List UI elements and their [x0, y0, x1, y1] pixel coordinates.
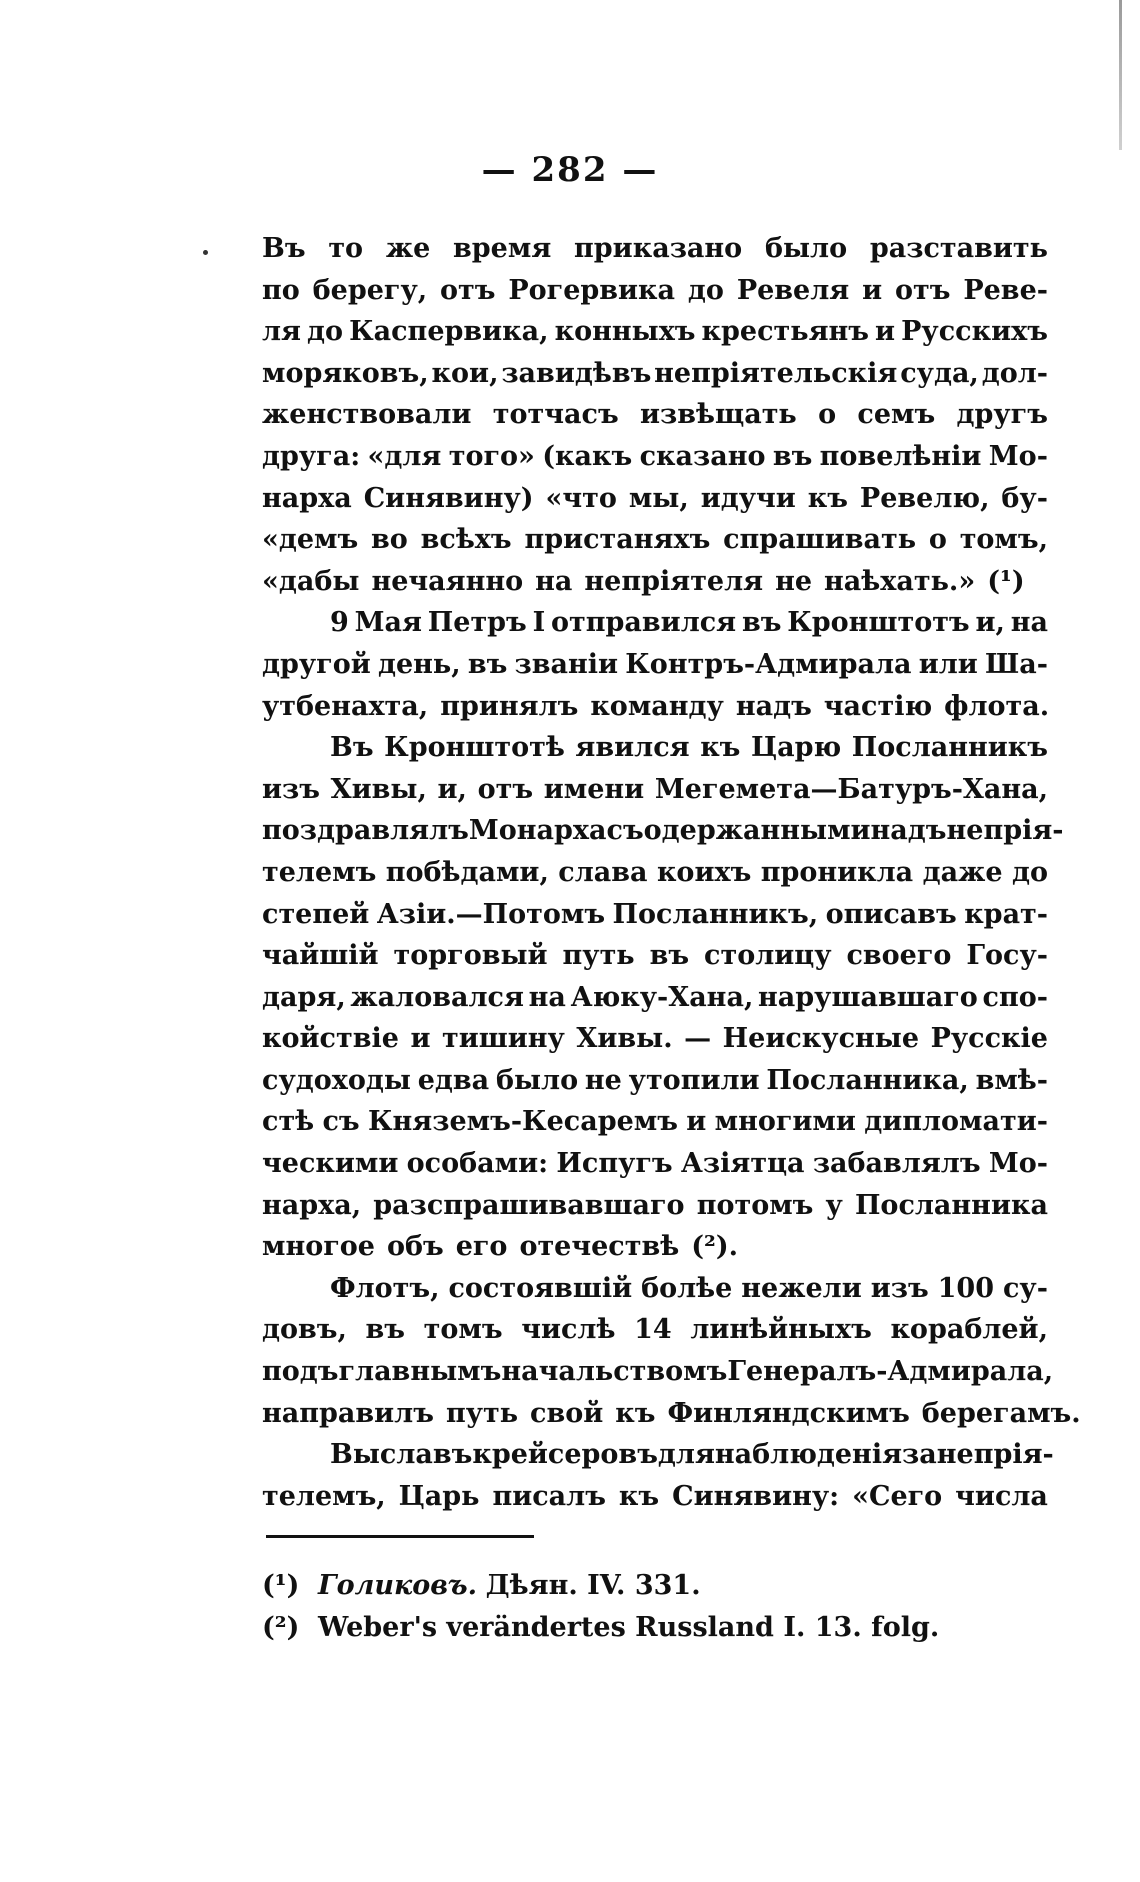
- word: изъ: [262, 773, 320, 805]
- word: потомъ: [696, 1189, 814, 1221]
- word: томъ: [423, 1314, 503, 1346]
- word: въ: [772, 440, 813, 472]
- text-line: [262, 727, 1048, 769]
- footnote-marker: (¹): [262, 1570, 300, 1601]
- footnote-2: [262, 1607, 1048, 1649]
- word: даря,: [262, 981, 346, 1013]
- word: Посланникъ,: [612, 898, 819, 930]
- word: по: [262, 274, 300, 306]
- word: тишину: [442, 1023, 565, 1055]
- word: у: [825, 1189, 843, 1221]
- word: забавлялъ: [812, 1148, 981, 1180]
- word: писалъ: [492, 1480, 606, 1512]
- word: было: [495, 1064, 579, 1096]
- word: къ: [700, 732, 741, 764]
- word: Посланника: [854, 1189, 1048, 1221]
- word: къ: [618, 1480, 660, 1512]
- text-line: [262, 311, 1048, 353]
- word: всѣхъ: [420, 524, 512, 556]
- word: Монарха: [468, 815, 607, 847]
- word: на: [535, 565, 573, 597]
- text-line: [262, 1476, 1048, 1518]
- footnotes: [262, 1565, 1048, 1649]
- word: Мо-: [988, 440, 1048, 472]
- word: Хивы.: [576, 1023, 673, 1055]
- word: принялъ: [440, 690, 579, 722]
- text-line: [262, 644, 1048, 686]
- word: Каспервика,: [349, 316, 549, 348]
- text-line: [262, 519, 1048, 561]
- text-line: [262, 270, 1048, 312]
- word: нарха,: [262, 1189, 362, 1221]
- word: (²).: [691, 1231, 738, 1263]
- word: спрашивать: [723, 524, 917, 556]
- text-line: [262, 852, 1048, 894]
- word: томъ,: [959, 524, 1048, 556]
- word: непріятельскія: [654, 357, 898, 389]
- word: объ: [386, 1231, 444, 1263]
- word: и: [686, 1106, 707, 1138]
- ink-speck: [203, 250, 208, 255]
- word: съ: [322, 1106, 360, 1138]
- word: «дабы: [262, 565, 360, 597]
- word: начальствомъ: [501, 1356, 728, 1388]
- word: моряковъ,: [262, 357, 429, 389]
- footnote-reference: Weber's verändertes Russland I. 13. folg.: [317, 1612, 940, 1643]
- word: пристаняхъ: [524, 524, 711, 556]
- word: состоявшій: [448, 1272, 633, 1304]
- word: довъ,: [262, 1314, 347, 1346]
- word: Кронштотѣ: [384, 732, 565, 764]
- word: дипломати-: [864, 1106, 1048, 1138]
- word: торговый: [393, 940, 548, 972]
- word: Въ: [330, 732, 374, 764]
- word: къ: [807, 482, 848, 514]
- word: отъ: [440, 274, 496, 306]
- word: Мая: [354, 607, 422, 639]
- word: свой: [530, 1397, 604, 1429]
- word: вмѣ-: [975, 1064, 1048, 1096]
- footnote-author: Голиковъ.: [317, 1570, 478, 1601]
- word: -: [876, 1356, 888, 1388]
- word: Ша-: [984, 648, 1048, 680]
- word: другъ: [956, 399, 1048, 431]
- word: Посланникъ: [851, 732, 1048, 764]
- word: многое: [262, 1231, 375, 1263]
- word: до: [307, 316, 344, 348]
- text-line: [262, 228, 1048, 270]
- word: же: [385, 233, 431, 264]
- word: телемъ,: [262, 1480, 386, 1512]
- word: конныхъ: [554, 316, 696, 348]
- word: Ревелю,: [859, 482, 990, 514]
- text-line: [262, 1226, 1048, 1268]
- word: нежели: [741, 1272, 862, 1304]
- word: не: [775, 565, 813, 597]
- word: бу-: [1001, 482, 1048, 514]
- word: въ: [365, 1314, 406, 1346]
- body-text: [262, 228, 1081, 1517]
- word: Азіятца: [680, 1148, 805, 1180]
- word: крат-: [964, 898, 1048, 930]
- word: своего: [846, 940, 952, 972]
- text-line: [262, 894, 1048, 936]
- word: другой: [262, 648, 371, 680]
- word: (¹): [987, 565, 1025, 597]
- word: Синявину): [363, 482, 534, 514]
- word: койствіе: [262, 1023, 399, 1055]
- word: непрія-: [946, 815, 1064, 847]
- word: Генералъ: [727, 1356, 877, 1388]
- word: наблюденія: [714, 1439, 903, 1471]
- word: (какъ: [542, 440, 633, 472]
- word: до: [1011, 856, 1048, 888]
- word: Мегемета—Батуръ-Хана,: [654, 773, 1048, 805]
- word: о: [928, 524, 947, 556]
- word: степей: [262, 898, 370, 930]
- word: даже: [922, 856, 1003, 888]
- word: непрія-: [936, 1439, 1054, 1471]
- word: Царь: [398, 1480, 480, 1512]
- word: Княземъ-Кесаремъ: [367, 1106, 678, 1138]
- footnote-separator: [266, 1535, 534, 1538]
- word: и: [862, 274, 883, 306]
- word: о: [818, 399, 837, 431]
- word: 100: [937, 1272, 995, 1304]
- word: ческими: [262, 1148, 399, 1180]
- word: направилъ: [262, 1397, 434, 1429]
- word: частію: [823, 690, 933, 722]
- word: числѣ: [521, 1314, 616, 1346]
- word: коихъ: [656, 856, 752, 888]
- word: Азіи.—Потомъ: [376, 898, 606, 930]
- word: къ: [615, 1397, 656, 1429]
- word: берегу,: [312, 274, 428, 306]
- word: жаловался: [350, 981, 524, 1013]
- text-line: [262, 353, 1048, 395]
- word: стѣ: [262, 1106, 315, 1138]
- word: 14: [634, 1314, 672, 1346]
- text-line: [262, 1268, 1048, 1310]
- word: Госу-: [966, 940, 1048, 972]
- word: на: [528, 981, 566, 1013]
- word: Кронштотъ: [787, 607, 970, 639]
- word: Русскихъ: [901, 316, 1048, 348]
- word: утопили: [628, 1064, 760, 1096]
- word: Аюку-Хана,: [570, 981, 754, 1013]
- word: суда,: [900, 357, 979, 389]
- word: проникла: [760, 856, 914, 888]
- word: его: [455, 1231, 508, 1263]
- word: Русскіе: [930, 1023, 1048, 1055]
- word: до: [687, 274, 724, 306]
- word: на: [1010, 607, 1048, 639]
- text-line: [262, 478, 1048, 520]
- word: идучи: [700, 482, 796, 514]
- page-edge-shadow: [1119, 0, 1122, 150]
- word: Адмирала,: [887, 1356, 1054, 1388]
- text-line: [262, 1309, 1048, 1351]
- text-line: [262, 1351, 1054, 1393]
- text-line: [262, 394, 1048, 436]
- page-number: — 282 —: [481, 150, 659, 190]
- word: главнымъ: [338, 1356, 502, 1388]
- word: столицу: [704, 940, 832, 972]
- word: линѣйныхъ: [690, 1314, 872, 1346]
- word: команду: [590, 690, 724, 722]
- word: берегамъ.: [921, 1397, 1081, 1429]
- word: приказано: [574, 233, 743, 264]
- word: было: [764, 233, 848, 264]
- word: Царю: [751, 732, 842, 764]
- word: непріятеля: [584, 565, 764, 597]
- word: поздравлялъ: [262, 815, 469, 847]
- word: путь: [445, 1397, 519, 1429]
- text-line: [262, 1185, 1048, 1227]
- word: «что: [545, 482, 617, 514]
- word: во: [371, 524, 408, 556]
- text-line: [262, 1143, 1048, 1185]
- word: 9: [330, 607, 349, 639]
- word: крестьянъ: [701, 316, 870, 348]
- word: одержанными: [643, 815, 871, 847]
- text-line: [262, 561, 1048, 603]
- word: наѣхать.»: [824, 565, 976, 597]
- word: путь: [562, 940, 635, 972]
- word: «демъ: [262, 524, 359, 556]
- word: разспрашивавшаго: [373, 1189, 685, 1221]
- word: или: [918, 648, 978, 680]
- word: Ревеля: [736, 274, 850, 306]
- word: въ: [467, 648, 508, 680]
- word: семъ: [857, 399, 936, 431]
- word: описавъ: [825, 898, 957, 930]
- word: Посланника,: [766, 1064, 969, 1096]
- text-line: [262, 1434, 1054, 1476]
- word: и,: [437, 773, 467, 805]
- word: Синявину:: [672, 1480, 840, 1512]
- word: чайшій: [262, 940, 379, 972]
- word: отправился: [551, 607, 737, 639]
- word: друга:: [262, 440, 361, 472]
- word: Въ: [262, 233, 306, 264]
- word: за: [902, 1439, 937, 1471]
- word: телемъ: [262, 856, 377, 888]
- word: въ: [649, 940, 690, 972]
- word: побѣдами,: [385, 856, 549, 888]
- word: ля: [262, 316, 301, 348]
- word: Флотъ,: [330, 1272, 440, 1304]
- word: не: [584, 1064, 622, 1096]
- word: Реве-: [963, 274, 1048, 306]
- word: мы,: [628, 482, 689, 514]
- word: кораблей,: [890, 1314, 1048, 1346]
- word: дол-: [981, 357, 1048, 389]
- word: званіи: [514, 648, 619, 680]
- word: въ: [741, 607, 782, 639]
- text-line: [262, 1018, 1048, 1060]
- word: тотчасъ: [492, 399, 619, 431]
- word: то: [328, 233, 364, 264]
- word: и: [410, 1023, 431, 1055]
- word: время: [453, 233, 552, 264]
- word: су-: [1002, 1272, 1048, 1304]
- word: отечествѣ: [519, 1231, 680, 1263]
- word: судоходы: [262, 1064, 411, 1096]
- word: флота.: [944, 690, 1050, 722]
- word: Финляндскимъ: [667, 1397, 910, 1429]
- word: надъ: [870, 815, 947, 847]
- word: разставить: [869, 233, 1048, 264]
- word: явился: [575, 732, 690, 764]
- text-line: [262, 810, 1064, 852]
- word: нарха: [262, 482, 352, 514]
- word: болѣе: [641, 1272, 733, 1304]
- word: повелѣніи: [819, 440, 982, 472]
- text-line: [262, 1101, 1048, 1143]
- word: Контръ-Адмирала: [625, 648, 912, 680]
- word: слава: [558, 856, 648, 888]
- footnote-1: [262, 1565, 1048, 1607]
- word: для: [657, 1439, 715, 1471]
- word: крейсеровъ: [472, 1439, 658, 1471]
- word: Рогервика: [508, 274, 676, 306]
- word: имени: [543, 773, 645, 805]
- word: Неискусные: [722, 1023, 920, 1055]
- word: Испугъ: [556, 1148, 673, 1180]
- word: отъ: [477, 773, 534, 805]
- text-line: [262, 1393, 1081, 1435]
- word: Хивы,: [330, 773, 427, 805]
- word: изъ: [870, 1272, 929, 1304]
- word: числа: [955, 1480, 1048, 1512]
- text-line: [262, 602, 1048, 644]
- word: нарушавшаго: [758, 981, 978, 1013]
- word: нечаянно: [371, 565, 524, 597]
- footnote-reference: Дѣян. IV. 331.: [485, 1570, 701, 1601]
- word: завидѣвъ: [501, 357, 652, 389]
- word: едва: [417, 1064, 490, 1096]
- word: извѣщать: [639, 399, 797, 431]
- text-line: [262, 436, 1048, 478]
- word: и,: [975, 607, 1005, 639]
- word: Выславъ: [330, 1439, 473, 1471]
- word: I: [532, 607, 546, 639]
- word: Мо-: [988, 1148, 1048, 1180]
- word: того»: [448, 440, 535, 472]
- word: надъ: [735, 690, 812, 722]
- word: особами:: [406, 1148, 549, 1180]
- word: «для: [367, 440, 442, 472]
- word: отъ: [895, 274, 951, 306]
- word: утбенахта,: [262, 690, 429, 722]
- word: сказано: [639, 440, 766, 472]
- word: женствовали: [262, 399, 472, 431]
- word: день,: [377, 648, 461, 680]
- word: кои,: [431, 357, 499, 389]
- word: Петръ: [427, 607, 527, 639]
- text-line: [262, 935, 1048, 977]
- text-line: [262, 1060, 1048, 1102]
- word: съ: [606, 815, 644, 847]
- word: и: [875, 316, 896, 348]
- word: подъ: [262, 1356, 339, 1388]
- word: многими: [714, 1106, 856, 1138]
- text-line: [262, 686, 1048, 728]
- footnote-marker: (²): [262, 1612, 300, 1643]
- word: —: [684, 1023, 712, 1055]
- text-line: [262, 769, 1048, 811]
- word: спо-: [982, 981, 1048, 1013]
- text-line: [262, 977, 1048, 1019]
- word: «Сего: [852, 1480, 943, 1512]
